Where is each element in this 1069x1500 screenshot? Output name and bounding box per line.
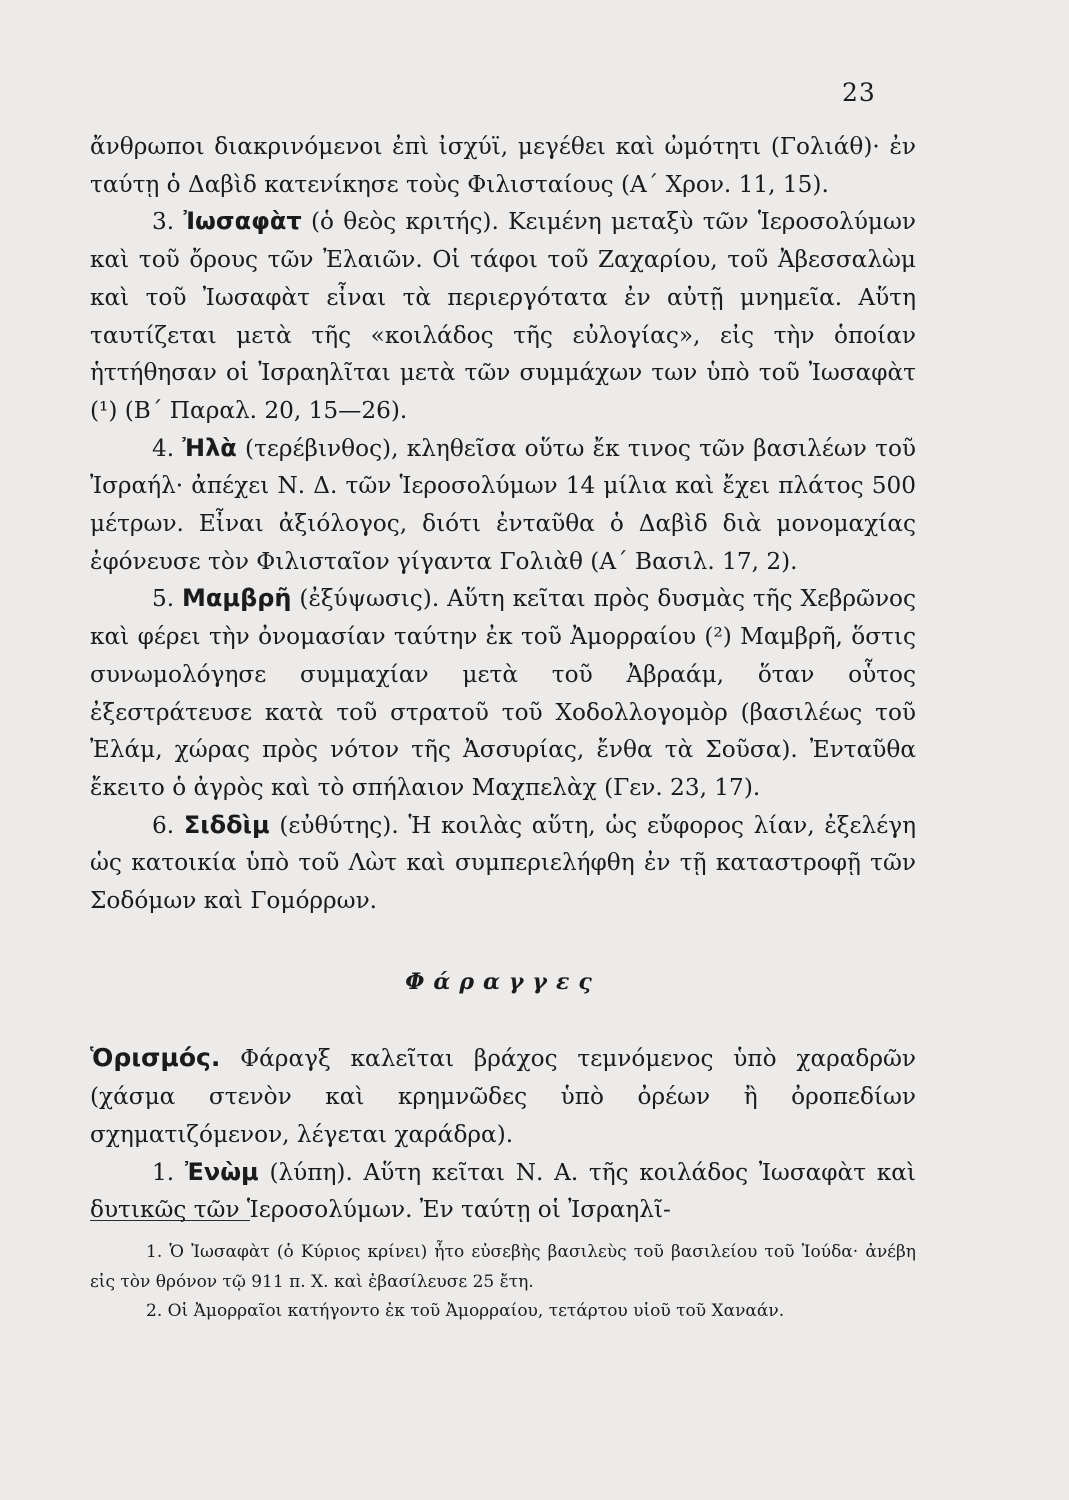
- footnote: 2. Οἱ Ἀμορραῖοι κατήγοντο ἐκ τοῦ Ἀμορραίου, τετάρτου υἱοῦ τοῦ Χαναάν.: [146, 1301, 785, 1321]
- entry-enom: [90, 1154, 916, 1229]
- entry-text: (λύπη). Αὕτη κεῖται Ν. Α. τῆς κοιλάδος Ἰωσαφὰτ καὶ δυτικῶς τῶν Ἱεροσολύμων. Ἐν ταύτῃ οἱ Ἰσραηλῖ-: [90, 1158, 916, 1224]
- paragraph-continuation: [90, 128, 916, 203]
- footnote-divider: [90, 1220, 250, 1221]
- entry-title: Μαμβρῆ: [182, 584, 292, 613]
- footnotes: [90, 1238, 916, 1327]
- entry-ila: [90, 430, 916, 581]
- definition-paragraph: [90, 1039, 916, 1153]
- entry-mamvri: [90, 580, 916, 806]
- entry-title: Ἐνὼμ: [184, 1157, 259, 1186]
- definition-text: Φάραγξ καλεῖται βράχος τεμνόμενος ὑπὸ χαραδρῶν (χάσμα στενὸν καὶ κρημνῶδες ὑπὸ ὀρέων ἢ ὀροπεδίων σχηματιζόμενον, λέγεται χαράδρα).: [90, 1045, 916, 1148]
- entry-text: (ὁ θεὸς κριτής). Κειμένη μεταξὺ τῶν Ἱεροσολύμων καὶ τοῦ ὄρους τῶν Ἐλαιῶν. Οἱ τάφοι τοῦ Ζαχαρίου, τοῦ Ἀβεσσαλὼμ καὶ τοῦ Ἰωσαφὰτ εἶναι τὰ περιεργότατα ἐν αὐτῇ μνημεῖα. Αὕτη ταυτίζεται μετὰ τῆς «κοιλάδος τῆς εὐλογίας», εἰς τὴν ὁποίαν ἡττήθησαν οἱ Ἰσραηλῖται μετὰ τῶν συμμάχων των ὑπὸ τοῦ Ἰωσαφὰτ (¹) (Β΄ Παραλ. 20, 15—26).: [90, 208, 916, 424]
- entry-title: Ἰωσαφὰτ: [183, 207, 302, 236]
- entry-text: (τερέβινθος), κληθεῖσα οὕτω ἔκ τινος τῶν βασιλέων τοῦ Ἰσραήλ· ἀπέχει Ν. Δ. τῶν Ἱεροσολύμων 14 μίλια καὶ ἔχει πλάτος 500 μέτρων. Εἶναι ἀξιόλογος, διότι ἐνταῦθα ὁ Δαβὶδ διὰ μονομαχίας ἐφόνευσε τὸν Φιλισταῖον γίγαντα Γολιὰθ (Α΄ Βασιλ. 17, 2).: [90, 434, 917, 575]
- page-number: 23: [842, 78, 876, 107]
- paragraph-text: ἄνθρωποι διακρινόμενοι ἐπὶ ἰσχύϊ, μεγέθει καὶ ὠμότητι (Γολιάθ)· ἐν ταύτῃ ὁ Δαβὶδ κατενίκησε τοὺς Φιλισταίους (Α΄ Χρον. 11, 15).: [90, 133, 916, 198]
- definition-title: Ὁρισμός.: [90, 1043, 221, 1073]
- entry-siddim: [90, 807, 916, 920]
- entry-number: 5.: [152, 585, 175, 613]
- entry-iosafat: [90, 203, 916, 429]
- entry-number: 4.: [152, 434, 175, 462]
- main-text: [90, 128, 916, 1229]
- entry-title: Σιδδὶμ: [183, 810, 270, 839]
- entry-number: 1.: [152, 1158, 175, 1186]
- entry-number: 3.: [152, 208, 175, 236]
- entry-text: (εὐθύτης). Ἡ κοιλὰς αὕτη, ὡς εὔφορος λίαν, ἐξελέγη ὡς κατοικία ὑπὸ τοῦ Λὼτ καὶ συμπεριελήφθη ἐν τῇ καταστροφῇ τῶν Σοδόμων καὶ Γομόρρων.: [90, 811, 916, 915]
- entry-number: 6.: [152, 811, 175, 839]
- entry-text: (ἐξύψωσις). Αὕτη κεῖται πρὸς δυσμὰς τῆς Χεβρῶνος καὶ φέρει τὴν ὀνομασίαν ταύτην ἐκ τοῦ Ἀμορραίου (²) Μαμβρῆ, ὅστις συνωμολόγησε συμμαχίαν μετὰ τοῦ Ἀβραάμ, ὅταν οὗτος ἐξεστράτευσε κατὰ τοῦ στρατοῦ τοῦ Χοδολλογομὸρ (βασιλέως τοῦ Ἐλάμ, χώρας πρὸς νότον τῆς Ἀσσυρίας, ἔνθα τὰ Σοῦσα). Ἐνταῦθα ἔκειτο ὁ ἀγρὸς καὶ τὸ σπήλαιον Μαχπελὰχ (Γεν. 23, 17).: [90, 585, 916, 801]
- footnote: 1. Ὁ Ἰωσαφὰτ (ὁ Κύριος κρίνει) ἦτο εὐσεβὴς βασιλεὺς τοῦ βασιλείου τοῦ Ἰούδα· ἀνέβη εἰς τὸν θρόνον τῷ 911 π. Χ. καὶ ἐβασίλευσε 25 ἔτη.: [90, 1242, 916, 1292]
- entry-title: Ἠλὰ: [182, 433, 237, 462]
- section-heading: Φάραγγες: [405, 968, 601, 995]
